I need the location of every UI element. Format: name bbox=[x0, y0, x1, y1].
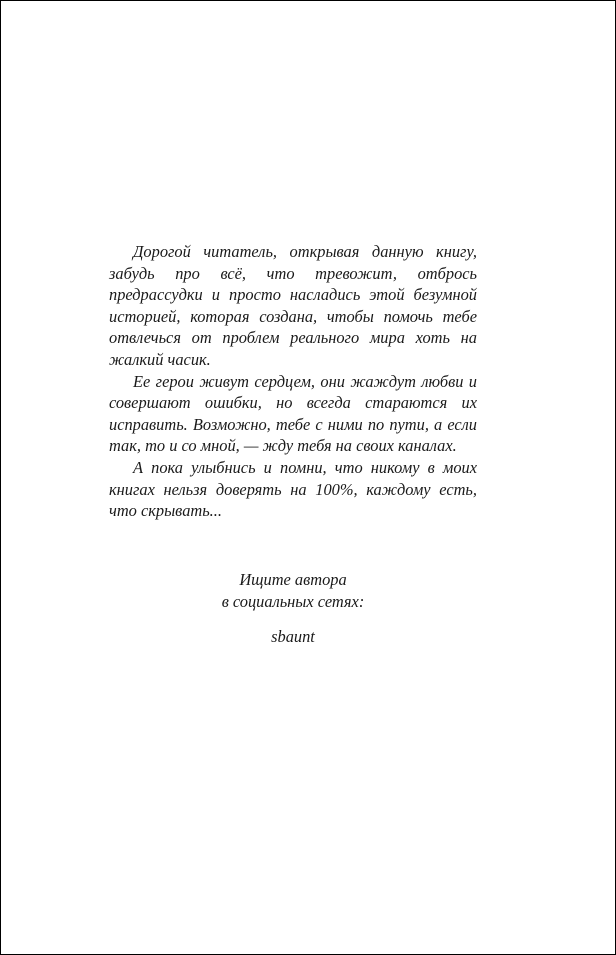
author-prompt bbox=[109, 569, 477, 612]
author-note bbox=[109, 241, 477, 522]
author-prompt-line2: в социальных сетях: bbox=[221, 591, 365, 611]
author-prompt-line1: Ищите автора bbox=[239, 570, 347, 589]
paragraph-trust: А пока улыбнись и помни, что никому в моих книгах нельзя доверять на 100%, каждому есть, что скрывать... bbox=[109, 457, 477, 521]
paragraph-greeting: Дорогой читатель, открывая данную книгу, забудь про всё, что тревожит, отбрось предрассудки и просто насладись этой безумной историей, которая создана, чтобы помочь тебе отвлечься от проблем реального мира хоть на жалкий часик. bbox=[109, 242, 477, 369]
author-handle: sbaunt bbox=[271, 627, 315, 646]
paragraph-heroes: Ее герои живут сердцем, они жаждут любви и совершают ошибки, но всегда стараются их исправить. Возможно, тебе с ними по пути, а если так, то и со мной, — жду тебя на своих каналах. bbox=[109, 371, 477, 456]
